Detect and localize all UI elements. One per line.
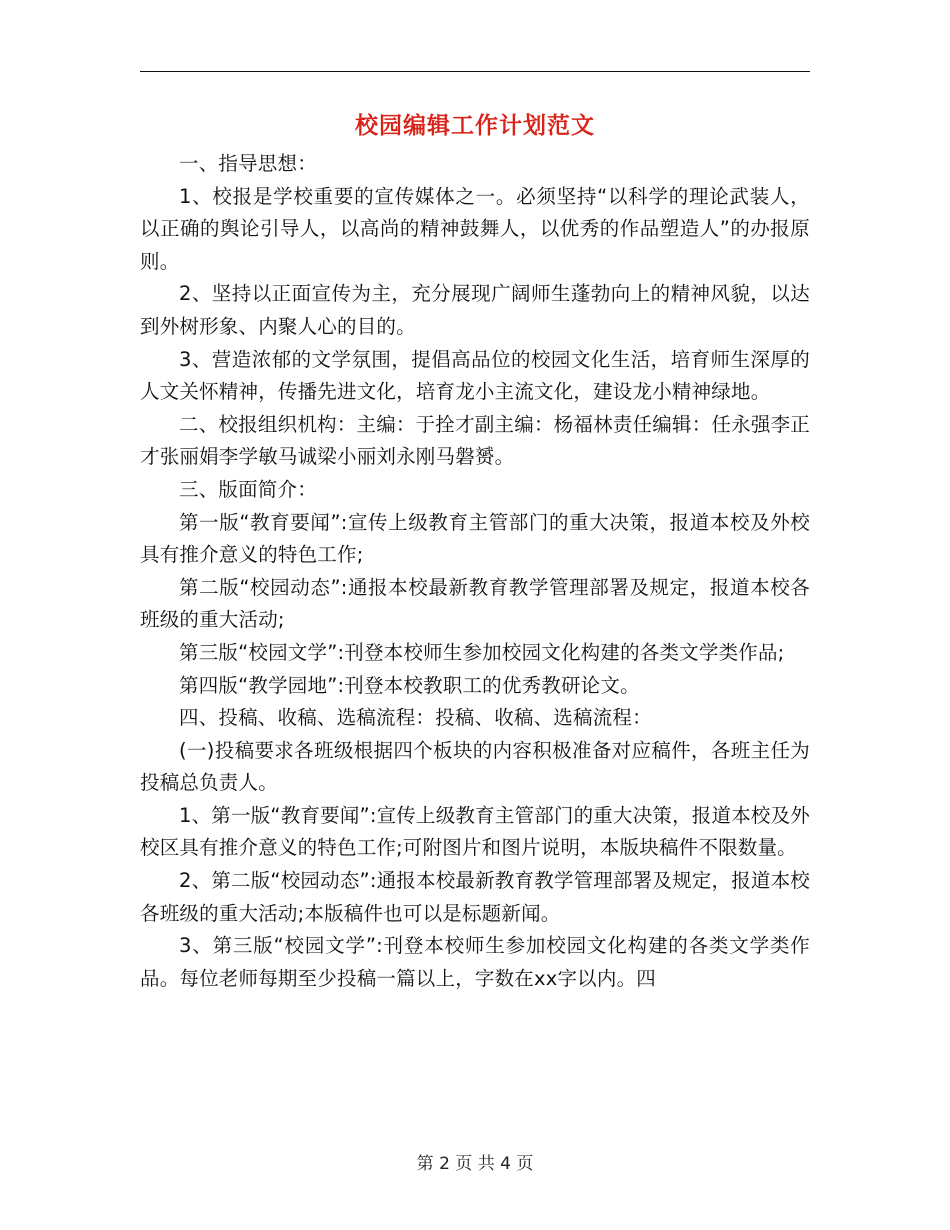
page-footer bbox=[0, 1152, 950, 1176]
paragraph: 3、营造浓郁的文学氛围，提倡高品位的校园文化生活，培育师生深厚的人文关怀精神，传播先进文化，培育龙小主流文化，建设龙小精神绿地。 bbox=[140, 347, 810, 404]
paragraph: 三、版面简介： bbox=[179, 477, 317, 501]
paragraph: 第二版“校园动态”:通报本校最新教育教学管理部署及规定，报道本校各班级的重大活动; bbox=[140, 575, 810, 632]
paragraph: 第四版“教学园地”:刊登本校教职工的优秀教研论文。 bbox=[179, 673, 640, 697]
header-rule bbox=[140, 71, 810, 72]
document-title: 校园编辑工作计划范文 bbox=[355, 113, 595, 139]
paragraph: 一、指导思想： bbox=[179, 152, 317, 175]
paragraph: 第三版“校园文学”:刊登本校师生参加校园文化构建的各类文学类作品; bbox=[179, 640, 785, 664]
paragraph: 2、第二版“校园动态”:通报本校最新教育教学管理部署及规定，报道本校各班级的重大活动;本版稿件也可以是标题新闻。 bbox=[140, 869, 810, 925]
paragraph: 二、校报组织机构：主编：于拴才副主编：杨福林责任编辑：任永强李正才张丽娟李学敏马诚梁小丽刘永刚马磐赟。 bbox=[140, 412, 810, 469]
paragraph: 第一版“教育要闻”:宣传上级教育主管部门的重大决策，报道本校及外校具有推介意义的特色工作; bbox=[140, 510, 810, 567]
paragraph: 2、坚持以正面宣传为主，充分展现广阔师生蓬勃向上的精神风貌，以达到外树形象、内聚人心的目的。 bbox=[140, 282, 810, 338]
paragraph: 1、校报是学校重要的宣传媒体之一。必须坚持“以科学的理论武装人，以正确的舆论引导人，以高尚的精神鼓舞人，以优秀的作品塑造人”的办报原则。 bbox=[140, 184, 810, 273]
document-body bbox=[140, 148, 810, 995]
page-number: 第 2 页 共 4 页 bbox=[416, 1154, 534, 1174]
paragraph: (一)投稿要求各班级根据四个板块的内容积极准备对应稿件，各班主任为投稿总负责人。 bbox=[140, 738, 810, 795]
paragraph: 1、第一版“教育要闻”:宣传上级教育主管部门的重大决策，报道本校及外校区具有推介意义的特色工作;可附图片和图片说明，本版块稿件不限数量。 bbox=[140, 803, 810, 860]
paragraph: 3、第三版“校园文学”:刊登本校师生参加校园文化构建的各类文学类作品。每位老师每期至少投稿一篇以上，字数在xx字以内。四 bbox=[140, 934, 810, 990]
paragraph: 四、投稿、收稿、选稿流程：投稿、收稿、选稿流程： bbox=[179, 706, 652, 730]
